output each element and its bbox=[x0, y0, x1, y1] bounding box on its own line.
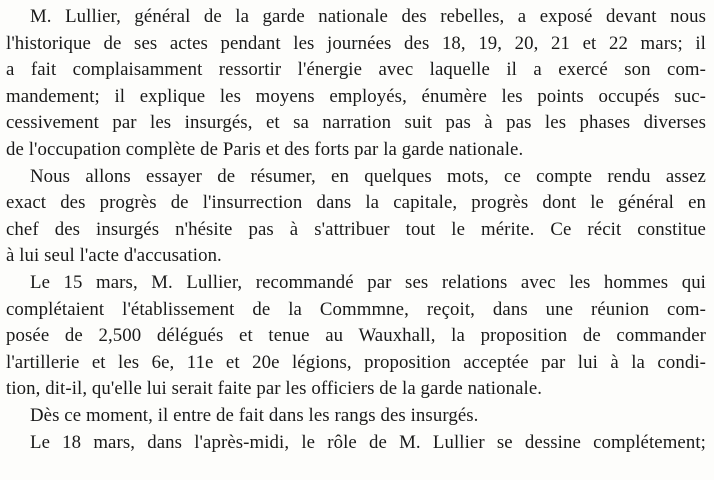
document-body bbox=[6, 4, 706, 456]
text-line: Le 15 mars, M. Lullier, recommandé par ses relations avec les hommes qui bbox=[30, 271, 706, 293]
text-line: Le 18 mars, dans l'après-midi, le rôle de M. Lullier se dessine complétement; bbox=[30, 431, 706, 453]
text-line: Dès ce moment, il entre de fait dans les rangs des insurgés. bbox=[30, 404, 479, 426]
text-line: exact des progrès de l'insurrection dans la capitale, progrès dont le général en bbox=[6, 192, 706, 214]
text-line: complétaient l'établissement de la Commmne, reçoit, dans une réunion com- bbox=[6, 298, 706, 320]
text-line: l'historique de ses actes pendant les journées des 18, 19, 20, 21 et 22 mars; il bbox=[6, 32, 706, 54]
text-line: à lui seul l'acte d'accusation. bbox=[6, 245, 222, 267]
text-line: cessivement par les insurgés, et sa narration suit pas à pas les phases diverses bbox=[6, 112, 706, 134]
text-line: Nous allons essayer de résumer, en quelques mots, ce compte rendu assez bbox=[30, 165, 706, 187]
text-line: chef des insurgés n'hésite pas à s'attribuer tout le mérite. Ce récit constitue bbox=[6, 218, 706, 240]
paragraph-3 bbox=[6, 270, 706, 403]
paragraph-5 bbox=[6, 430, 706, 457]
text-line: mandement; il explique les moyens employés, énumère les points occupés suc- bbox=[6, 85, 706, 107]
text-line: tion, dit-il, qu'elle lui serait faite par les officiers de la garde nationale. bbox=[6, 378, 543, 400]
paragraph-1 bbox=[6, 4, 706, 164]
paragraph-4 bbox=[6, 403, 706, 430]
text-line: l'artillerie et les 6e, 11e et 20e légions, proposition acceptée par lui à la condi- bbox=[6, 351, 706, 373]
text-line: de l'occupation complète de Paris et des forts par la garde nationale. bbox=[6, 138, 524, 160]
text-line: posée de 2,500 délégués et tenue au Wauxhall, la proposition de commander bbox=[6, 325, 706, 347]
text-line: a fait complaisamment ressortir l'énergie avec laquelle il a exercé son com- bbox=[6, 59, 706, 81]
text-line: M. Lullier, général de la garde nationale des rebelles, a exposé devant nous bbox=[30, 6, 706, 27]
paragraph-2 bbox=[6, 164, 706, 270]
